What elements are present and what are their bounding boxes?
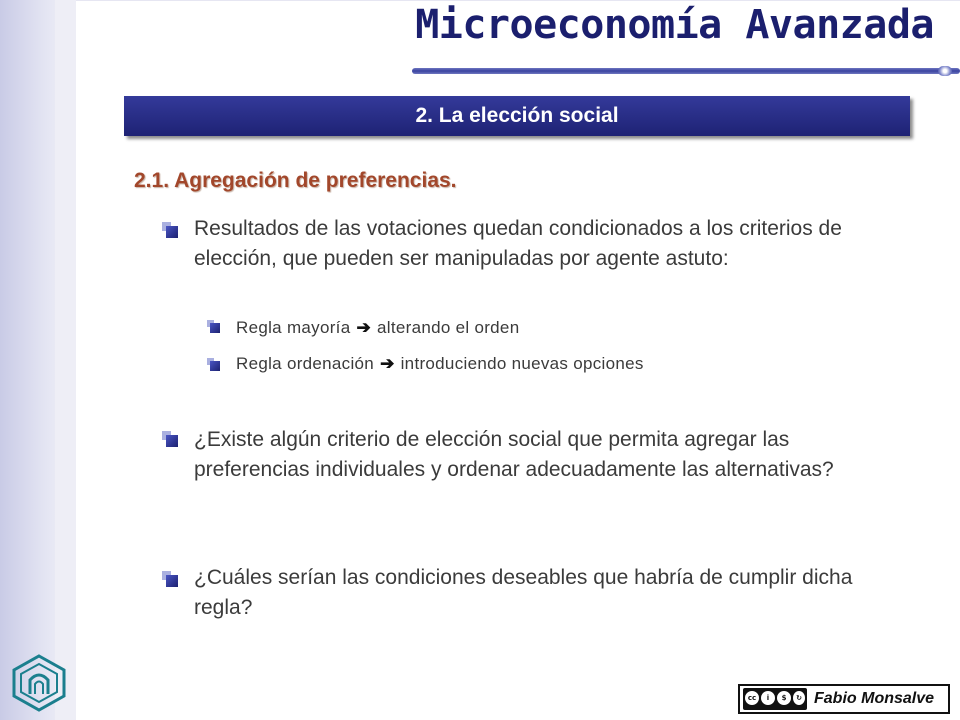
rule-name: Regla ordenación xyxy=(236,354,375,373)
sub-bullet-icon xyxy=(210,361,220,371)
sub-bullet-text xyxy=(236,353,644,375)
arrow-right-icon: ➔ xyxy=(356,318,371,337)
nc-icon: $ xyxy=(777,691,791,705)
bullet-icon xyxy=(166,435,178,447)
rule-effect: alterando el orden xyxy=(377,318,520,337)
arrow-right-icon: ➔ xyxy=(380,354,395,373)
license-badge xyxy=(738,684,950,714)
bullet-text: Resultados de las votaciones quedan condicionados a los criterios de elección, que pueden ser manipuladas por agente astuto: xyxy=(194,217,842,270)
university-logo-icon xyxy=(10,654,68,712)
sub-bullet-text xyxy=(236,317,519,339)
title-underline-knob xyxy=(938,66,952,76)
author-name: Fabio Monsalve xyxy=(814,690,935,707)
presentation-title: Microeconomía Avanzada xyxy=(415,2,934,48)
title-underline xyxy=(412,68,960,74)
sub-bullet-icon xyxy=(210,323,220,333)
bullet-text: ¿Existe algún criterio de elección social que permita agregar las preferencias individuales y ordenar adecuadamente las alternativas? xyxy=(194,428,834,481)
cc-icon: cc xyxy=(745,691,759,705)
rule-name: Regla mayoría xyxy=(236,318,351,337)
section-title: 2. La elección social xyxy=(415,104,619,127)
cc-license-icons xyxy=(743,688,807,710)
sa-icon: ↻ xyxy=(793,691,805,705)
by-icon: i xyxy=(761,691,775,705)
top-border-line xyxy=(76,0,960,1)
subsection-title: 2.1. Agregación de preferencias. xyxy=(134,169,457,192)
bullet-text: ¿Cuáles serían las condiciones deseables que habría de cumplir dicha regla? xyxy=(194,566,853,619)
rule-effect: introduciendo nuevas opciones xyxy=(400,354,644,373)
left-decorative-bar xyxy=(0,0,76,720)
section-header-bar xyxy=(124,96,910,136)
bullet-icon xyxy=(166,575,178,587)
bullet-icon xyxy=(166,226,178,238)
